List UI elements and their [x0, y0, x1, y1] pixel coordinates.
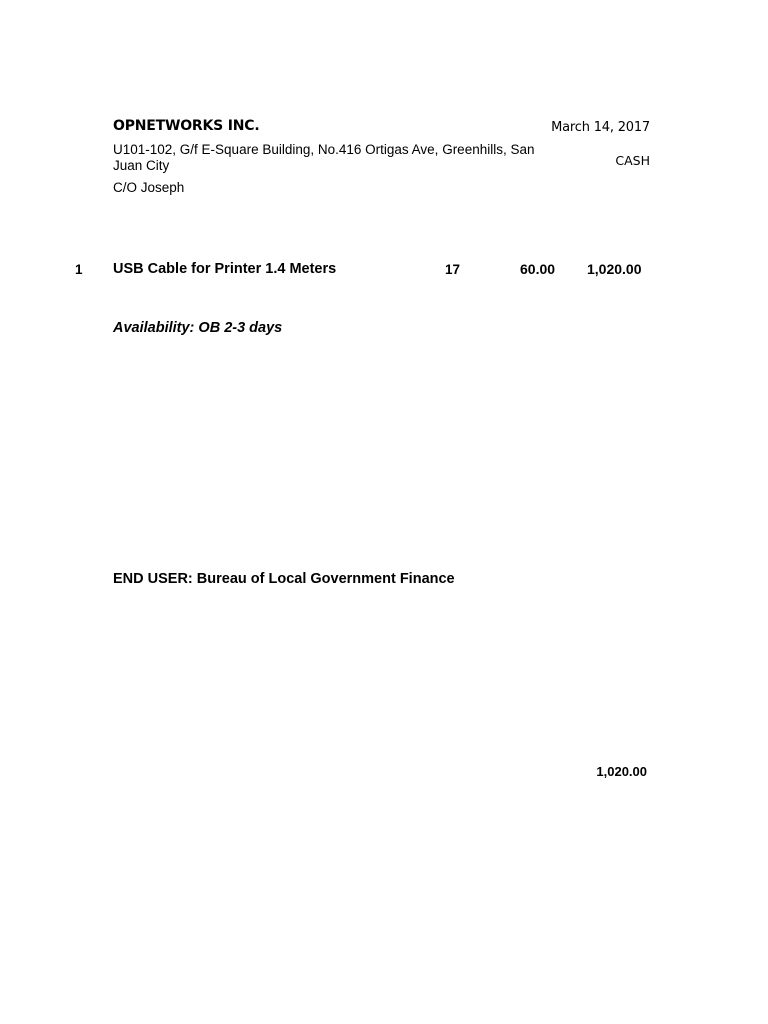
item-amount: 1,020.00 — [587, 261, 642, 277]
payment-terms: CASH — [615, 153, 650, 168]
document-date: March 14, 2017 — [551, 120, 650, 135]
company-address: U101-102, G/f E-Square Building, No.416 Ortigas Ave, Greenhills, San Juan City — [113, 142, 535, 173]
item-quantity: 17 — [445, 262, 461, 277]
end-user-note: END USER: Bureau of Local Government Finance — [113, 571, 455, 587]
grand-total: 1,020.00 — [596, 764, 647, 779]
item-description: USB Cable for Printer 1.4 Meters — [113, 261, 337, 277]
company-name: OPNETWORKS INC. — [113, 118, 260, 134]
care-of: C/O Joseph — [113, 180, 185, 195]
item-number: 1 — [75, 262, 83, 277]
availability-note: Availability: OB 2-3 days — [113, 320, 283, 336]
item-unit-price: 60.00 — [520, 261, 556, 277]
